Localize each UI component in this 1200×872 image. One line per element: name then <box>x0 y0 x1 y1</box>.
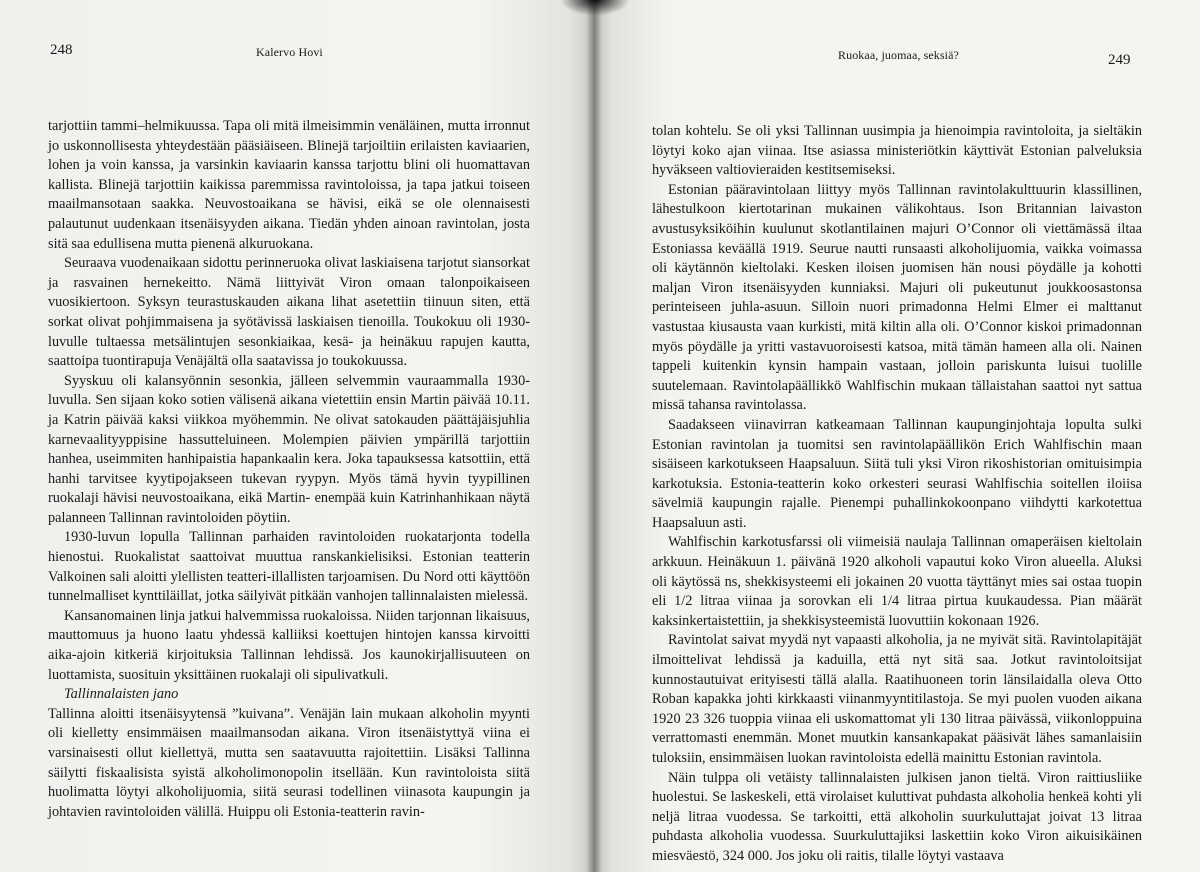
page-number: 248 <box>50 42 73 58</box>
left-body-text <box>48 117 530 822</box>
paragraph: tolan kohtelu. Se oli yksi Tallinnan uusimpia ja hienoimpia ravintoloita, ja sieltäkin löytyi koko ajan viinaa. Itse asiassa ministeriötkin käyttivät Estonian palveluksia hyväkseen valtiovieraiden kestitsemiseksi. <box>652 123 1142 179</box>
book-gutter <box>586 0 602 872</box>
section-title: Tallinnalaisten jano <box>64 686 179 703</box>
paragraph: tarjottiin tammi–helmikuussa. Tapa oli mitä ilmeisimmin venäläinen, mutta irronnut jo uskonnollisesta yhteydestään pääsiäiseen. Blinejä tarjoiltiin erilaisten kaviaarien, lohen ja voin kanssa, ja varsinkin kaviaarin kanssa tarjottu blini oli huomattavan kallista. Blinejä tarjottiin kaikissa paremmissa ravintoloissa, ja tapa jatkui toiseen maailmansotaan saakka. Neuvostoaikana se hävisi, eikä se ole olennaisesti palautunut uudenkaan itsenäisyyden aikana. Tiedän yhden ainoan ravintolan, josta sitä saa edullisena mutta pienenä alkuruokana. <box>48 118 530 252</box>
paragraph: Seuraava vuodenaikaan sidottu perinneruoka olivat laskiaisena tarjotut siansorkat ja rasvainen hernekeitto. Nämä liittyivät Viron omaan talonpoikaiseen vuosikiertoon. Syksyn teurastuskauden aikana lihat asetettiin tiinuun siten, että sorkat olivat pohjimmaisena ja syötävissä laskiaisen tienoilla. Toukokuu oli 1930-luvulle tultaessa metsälintujen sesonkiaikaa, kesä- ja heinäkuu rapujen kautta, saattoipa tuontirapuja Venäjältä olla saatavissa jo toukokuussa. <box>48 255 530 370</box>
paragraph: Saadakseen viinavirran katkeamaan Tallinnan kaupunginjohtaja lopulta sulki Estonian ravintolan ja tuomitsi sen ravintolapäällikön Erich Wahlfischin maan sisäiseen karkotukseen Haapsaluun. Siitä tuli yksi Viron rikoshistorian omituisimpia karkotuksia. Estonia-teatterin koko orkesteri seurasi Wahlfischia soitellen iloiisa sävelmiä kaupungin rajalle. Pienempi puhallinkokoonpano viihdytti karkotettua Haapsaluun asti. <box>652 416 1142 531</box>
paragraph: Wahlfischin karkotusfarssi oli viimeisiä naulaja Tallinnan omaperäisen kieltolain arkkuun. Heinäkuun 1. päivänä 1920 alkoholi vapautui koko Viron alueella. Aluksi oli käytössä ns, shekkisysteemi eli jokainen 20 vuotta täyttänyt mies sai ostaa tuopin eli 1/2 litraa viinaa ja sorovkan eli 1/4 litraa pirtua kuukaudessa. Pian määrät kaksinkertaistettiin, ja shekkisysteemistä luovuttiin kokonaan 1926. <box>652 534 1142 629</box>
paragraph: Estonian pääravintolaan liittyy myös Tallinnan ravintolakulttuurin klassillinen, lähestulkoon kiertotarinan mukainen välikohtaus. Ison Britannian laivaston avustusyksiköihin kuulunut skotlantilainen majuri O’Connor oli viettämässä iltaa Estoniassa keväällä 1919. Seurue nautti runsaasti alkoholijuomia, vaikka voimassa oli käytännön kieltolaki. Kesken iloisen juomisen hän nousi pöydälle ja kohotti maljan Viron itsenäisyyden kunniaksi. Majuri oli pukeutunut joukkoosastonsa perinteiseen juhla-asuun. Silloin nuori primadonna Helmi Elmer ei malttanut vastustaa kiusausta vaan kurkisti, mitä kiltin alla oli. O’Connor kiskoi primadonnan myös pöydälle ja yritti vastavuoroisesti katsoa, mitä tämän hameen alla oli. Nainen tappeli kuitenkin kynsin hampain vastaan, jolloin pariskunta luisui tuolille suutelemaan. Ravintolapäällikkö Wahlfischin mukaan tällaistahan saattoi nyt sattua missä tahansa ravintolassa. <box>652 181 1142 414</box>
left-page <box>0 0 594 872</box>
spine-shadow <box>560 0 630 16</box>
paragraph: 1930-luvun lopulla Tallinnan parhaiden ravintoloiden ruokatarjonta todella hienostui. Ruokalistat saattoivat muuttua ranskankielisiksi. Estonian teatterin Valkoinen sali aloitti ylellisten teatteri-illallisten tarjoamisen. Du Nord otti käyttöön tunnelmalliset kynttiläillat, jotka säilyivät pitkään vanhojen tallinnalaisten mielessä. <box>48 529 530 605</box>
paragraph: Kansanomainen linja jatkui halvemmissa ruokaloissa. Niiden tarjonnan likaisuus, mauttomuus ja huono laatu yhdessä kalliiksi koettujen hintojen kanssa kirvoitti aika-ajoin kitkeriä kirjoituksia Tallinnan lehdissä. Jos kaunokirjallisuuteen on luottamista, suosituin yksittäinen ruokalaji oli sipulivatkuli. <box>48 607 530 683</box>
paragraph: Näin tulppa oli vetäisty tallinnalaisten julkisen janon tieltä. Viron raittiusliike huolestui. Se laskeskeli, että virolaiset kuluttivat puhdasta alkoholia henkeä kohti yli neljä litraa vuodessa. Se tarkoitti, että alkoholin suurkuluttajat joivat 13 litraa puhdasta alkoholia vuodessa. Suurkuluttajiksi laskettiin koko Viron aikuisikäinen miesväestö, 324 000. Jos joku oli raitis, tilalle löytyi vastaava <box>652 769 1142 864</box>
paragraph: Tallinna aloitti itsenäisyytensä ”kuivana”. Venäjän lain mukaan alkoholin myynti oli kielletty ensimmäisen maailmansodan aikana. Viron itsenäistyttyä viina ei varsinaisesti ollut kiellettyä, mutta sen saatavuutta rajoitettiin. Lisäksi Tallinna säilytti fiskaalisista syistä alkoholimonopolin itsellään. Kun ravintoloista siitä huolimatta löytyi alkoholijuomia, siitä seurasi todellinen viinasota kaupungin ja johtavien ravintoloiden välillä. Huippu oli Estonia-teatterin ravin- <box>48 705 530 820</box>
running-head: Ruokaa, juomaa, seksiä? <box>838 48 959 62</box>
paragraph: Syyskuu oli kalansyönnin sesonkia, jälleen selvemmin vauraammalla 1930-luvulla. Sen sijaan koko sotien välisenä aikana vietettiin ensin Martin päivää 10.11. ja Katrin päivää kaksi viikkoa myöhemmin. Ne olivat satokauden päättäjäisjuhlia karnevaalityyppisine hassutteluineen. Molempien päivien ympärillä tarjottiin hanhea, useimmiten hanhipaistia hapankaalin kera. Joka tapauksessa katsottiin, että hanhi tarvitsee kyytipojakseen tukevan ryypyn. Myös tämä hyvin tyypillinen ruokalaji hävisi neuvostoaikana, eikä Martin- enempää kuin Katrinhanhikaan näytä palanneen Tallinnan ravintoloiden pöytiin. <box>48 372 530 526</box>
paragraph: Ravintolat saivat myydä nyt vapaasti alkoholia, ja ne myivät sitä. Ravintolapitäjät ilmoittelivat lehdissä ja kaduilla, että nyt sitä saa. Jotkut ravintoloitsijat kunnostautuivat erityisesti tällä alalla. Raatihuoneen torin länsilaidalla oleva Otto Roban kapakka johti kirkkaasti viinanmyyntitilastoja. Se myi puolen vuoden aikana 1920 23 326 tuoppia viinaa eli uskomattomat yli 130 litraa päivässä, viikonloppuina verrattomasti enemmän. Monet muutkin kansankapakat pääsivät lähes samanlaisiin tuloksiin, ensimmäisen luokan ravintoloista edellä mainittu Estonian ravintola. <box>652 632 1142 766</box>
running-head: Kalervo Hovi <box>256 45 323 59</box>
right-page <box>594 0 1200 872</box>
right-body-text <box>652 122 1142 867</box>
page-number: 249 <box>1108 52 1131 68</box>
